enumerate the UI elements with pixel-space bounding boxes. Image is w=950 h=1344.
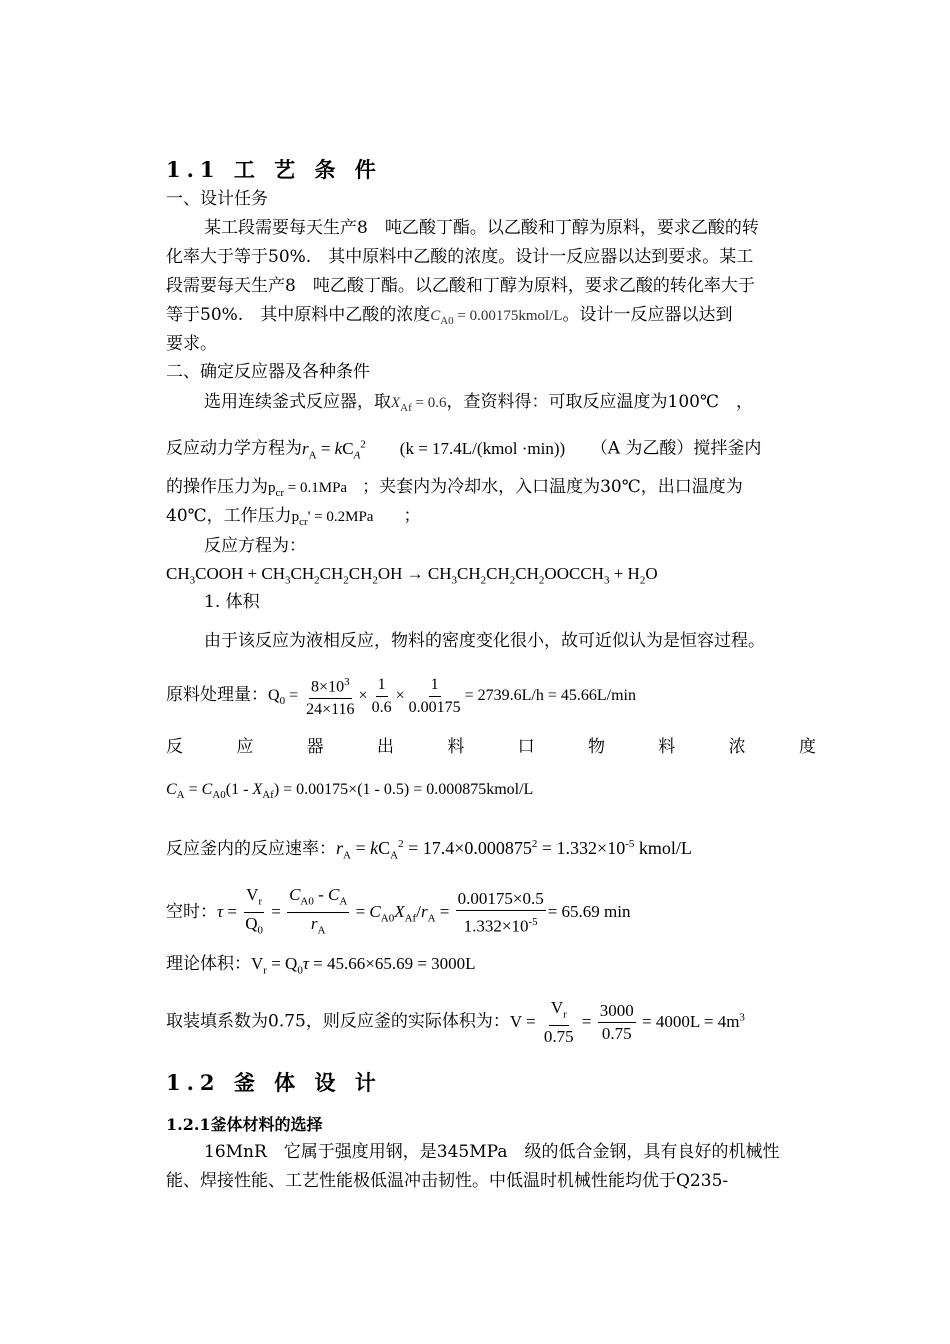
reaction-equation-label: 反应方程为： (204, 536, 306, 556)
subsection-heading-1-2-1: 1.2.1釜体材料的选择 (166, 1115, 323, 1134)
kinetics-line: 反应动力学方程为$r_A = kC_A^2$ (k = 17.4L/(kmol ·min)) （A 为乙酸）搅拌釜内 (166, 438, 762, 462)
feed-rate-line: 原料处理量：$Q_0$ = $\frac{8\times 10^3}{24\times 116}$ × $\frac{1}{0.6}$ × $\frac{1}{0.00175}$ = 2739.6L/h = 45.66L/min (166, 671, 816, 724)
reaction-rate-formula: $r_A = kC_A^2 = 17.4\times 0.000875^2 = 1.332\times 10^{-5}$ kmol/L (336, 838, 692, 862)
conversion-formula: $X_{Af} = 0.6$ (391, 395, 447, 414)
paragraph-line: 16MnR 它属于强度用钢，是345MPa 级的低合金钢，具有良好的机械性 (204, 1142, 780, 1162)
section-heading-1-2: 1.2 釜 体 设 计 (166, 1070, 382, 1095)
paragraph-text: 。设计一反应器以达到 (562, 305, 733, 325)
subheading-conditions: 二、确定反应器及各种条件 (166, 362, 370, 382)
volume-heading: 1. 体积 (204, 592, 260, 612)
paragraph-line: 某工段需要每天生产8 吨乙酸丁酯。以乙酸和丁醇为原料，要求乙酸的转 (204, 218, 759, 238)
feed-rate-formula: $Q_0$ = $\frac{8\times 10^3}{24\times 116}$ × $\frac{1}{0.6}$ × $\frac{1}{0.00175}$ = 2739.6L/h = 45.66L/min (268, 687, 636, 704)
pressure-line: 的操作压力为$p_{cr} = 0.1MPa$ ；夹套内为冷却水，入口温度为30℃，出口温度为 (166, 477, 743, 499)
space-time-line: 空时：τ = $\frac{V_r}{Q_0}$ = $\frac{C_{A0} - C_A}{r_A}$ = $C_{A0}X_{Af}/r_A$ = $\frac{0.00175\times 0.5}{1.332\times 10^{-5}}$ = 65.69 min (166, 885, 631, 937)
paragraph-line: 要求。 (166, 334, 217, 354)
pressure-line-2: 40℃，工作压力$p_{cr}' = 0.2MPa$ ； (166, 506, 421, 528)
paragraph-line: 化率大于等于50%. 其中原料中乙酸的浓度。设计一反应器以达到要求。某工 (166, 247, 754, 267)
reaction-rate-line: 反应釜内的反应速率：$r_A = kC_A^2 = 17.4\times 0.000875^2 = 1.332\times 10^{-5}$ kmol/L (166, 838, 692, 862)
outlet-concentration-heading: 反 应 器 出 料 口 物 料 浓 度 (166, 737, 816, 757)
space-time-formula: τ = $\frac{V_r}{Q_0}$ = $\frac{C_{A0} - C_A}{r_A}$ = $C_{A0}X_{Af}/r_A$ = $\frac{0.00175\times 0.5}{1.332\times 10^{-5}}$ = 65.69 min (217, 885, 631, 937)
reaction-equation: $CH_3COOH + CH_3CH_2CH_2CH_2OH$ → $CH_3CH_2CH_2CH_2OOCCH_3 + H_2O$ (166, 564, 658, 587)
theoretical-volume-formula: $V_r = Q_0\tau = 45.66\times 65.69 = 3000L$ (251, 954, 476, 977)
working-pressure: $p_{cr}' = 0.2MPa$ (291, 509, 374, 528)
paragraph-line: 段需要每天生产8 吨乙酸丁酯。以乙酸和丁醇为原料，要求乙酸的转化率大于 (166, 276, 755, 296)
section-heading-1-1: 1.1 工 艺 条 件 (166, 157, 382, 182)
paragraph-line: 能、焊接性能、工艺性能极低温冲击韧性。中低温时机械性能均优于Q235- (166, 1171, 729, 1191)
paragraph-text: 等于50%. 其中原料中乙酸的浓度 (166, 305, 431, 325)
volume-paragraph: 由于该反应为液相反应，物料的密度变化很小，故可近似认为是恒容过程。 (204, 631, 765, 651)
actual-volume-line: 取装填系数为0.75，则反应釜的实际体积为：V = $\frac{V_r}{0.75}$ = $\frac{3000}{0.75}$ = $4000L = 4m^3$ (166, 998, 745, 1047)
subheading-design-task: 一、设计任务 (166, 189, 268, 209)
concentration-formula: $C_{A0}$ = 0.00175kmol/L (430, 308, 563, 327)
theoretical-volume-line: 理论体积：$V_r = Q_0\tau = 45.66\times 65.69 = 3000L$ (166, 954, 476, 977)
outlet-concentration-formula: $C_A = C_{A0}(1 - X_{Af}) = 0.00175\times(1 - 0.5)$ = 0.000875kmol/L (166, 781, 534, 802)
rate-equation: $r_A = kC_A^2$ (k = 17.4L/(kmol ·min)) (302, 438, 566, 462)
operating-pressure: $p_{cr} = 0.1MPa$ (268, 480, 348, 499)
conditions-line: 选用连续釜式反应器，取$X_{Af} = 0.6$，查资料得：可取反应温度为100℃ ， (204, 392, 753, 414)
actual-volume-formula: V = $\frac{V_r}{0.75}$ = $\frac{3000}{0.75}$ = $4000L = 4m^3$ (509, 998, 745, 1047)
